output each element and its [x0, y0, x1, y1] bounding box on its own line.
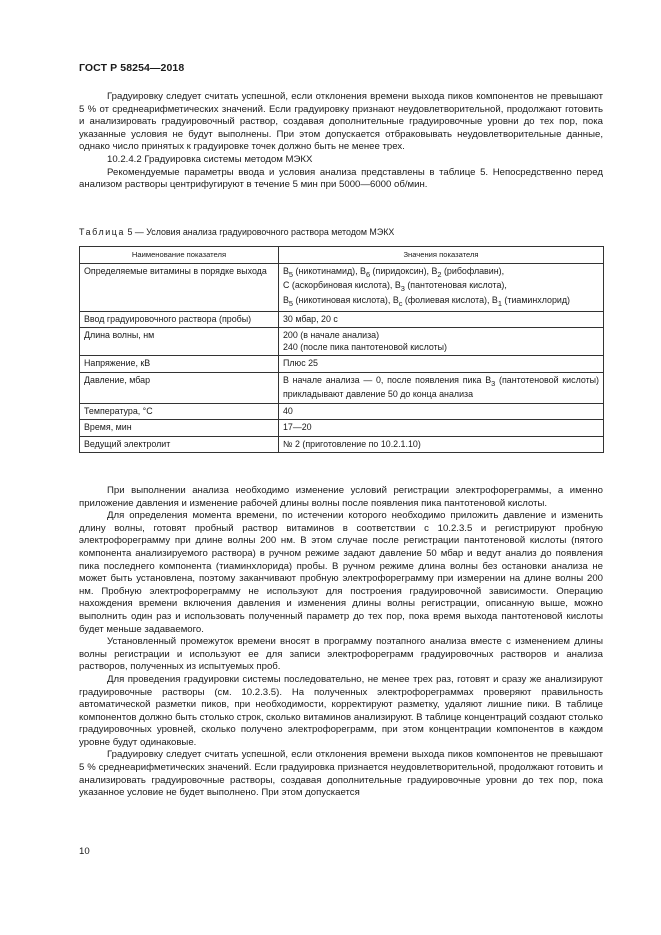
paragraph: Установленный промежуток времени вносят в программу поэтапного анализа вместе с изменением длины волны регистрации и используют ее для записи электрофореграмм градуировочных растворов и анализа растворов, полученных из испытуемых проб. [79, 636, 603, 673]
parameter-value: Плюс 25 [279, 356, 604, 373]
table-header-row [80, 247, 604, 264]
parameter-value: 200 (в начале анализа) 240 (после пика пантотеновой кислоты) [279, 328, 604, 356]
table-row [80, 372, 604, 403]
table-row [80, 328, 604, 356]
parameter-value: В начале анализа — 0, после появления пика $B_3$ (пантотеновой кислоты) прикладывают давление 50 до конца анализа [279, 372, 604, 403]
conditions-table [79, 246, 604, 453]
parameter-name: Давление, мбар [80, 372, 279, 403]
table-row [80, 356, 604, 373]
parameter-value: 40 [279, 403, 604, 420]
parameter-name: Длина волны, нм [80, 328, 279, 356]
parameter-value: № 2 (приготовление по 10.2.1.10) [279, 436, 604, 453]
parameter-value: $B_5$ (никотинамид), $B_6$ (пиридоксин), $B_2$ (рибофлавин), С (аскорбиновая кислота), $B_3$ (пантотеновая кислота), $B_5$ (никотиновая кислота), $B_c$ (фолиевая кислота), $B_1$ (тиаминхлорид) [279, 264, 604, 312]
parameter-name: Ввод градуировочного раствора (пробы) [80, 311, 279, 328]
parameter-name: Определяемые витамины в порядке выхода [80, 264, 279, 312]
paragraph: При выполнении анализа необходимо изменение условий регистрации электрофореграммы, а именно приложение давления и изменение рабочей длины волны после появления пика пантотеновой кислоты. [79, 485, 603, 509]
table-row [80, 403, 604, 420]
body-section [79, 485, 603, 800]
page-number: 10 [79, 846, 90, 857]
standard-header: ГОСТ Р 58254—2018 [79, 62, 185, 74]
table-caption-text: 5 — Условия анализа градуировочного раствора методом МЭКХ [127, 227, 395, 237]
table-row [80, 264, 604, 312]
paragraph: Для определения момента времени, по истечении которого необходимо приложить давление и изменить длину волны, готовят пробный раствор витаминов в соответствии с 10.2.3.5 и регистрируют пробную электрофореграмму при длине волны 200 нм. В этом случае после регистрации пантотеновой кислоты (пятого компонента анализируемого раствора) в ручном режиме задают давление 50 мбар и ведут анализ до появления пика последнего компонента (тиаминхлорида) пробы. В ручном режиме длина волны без остановки анализа не может быть установлена, поэтому заканчивают пробную электрофореграмму при измерении на длине волны 200 нм. Пробную электрофореграмму не используют для построения градуировочной зависимости. Операцию нахождения времени включения давления и изменения длины волны регистрации, описанную выше, можно выполнить один раз и использовать полученный параметр до тех пор, пока время выхода пантотеновой кислоты будет меньше задаваемого. [79, 510, 603, 635]
table-caption-word: Таблица [79, 227, 125, 237]
paragraph: Градуировку следует считать успешной, если отклонения времени выхода пиков компонентов не превышают 5 % среднеарифметических значений. Если градуировка признается неудовлетворительной, продолжают готовить и анализировать градуировочные растворы, создавая дополнительные градуировочные уровни до тех пор, пока указанное условие не будет выполнено. При этом допускается [79, 749, 603, 799]
column-header: Наименование показателя [80, 247, 279, 264]
parameter-name: Напряжение, кВ [80, 356, 279, 373]
parameter-value: 17—20 [279, 420, 604, 437]
subsection-heading: 10.2.4.2 Градуировка системы методом МЭКХ [107, 153, 313, 165]
intro-section [79, 91, 603, 192]
parameter-name: Время, мин [80, 420, 279, 437]
table-row [80, 436, 604, 453]
paragraph: Рекомендуемые параметры ввода и условия анализа представлены в таблице 5. Непосредственно перед анализом растворы центрифугируют в течение 5 мин при 5000—6000 об/мин. [79, 166, 603, 191]
paragraph: Для проведения градуировки системы последовательно, не менее трех раз, готовят и сразу же анализируют градуировочные растворы (см. 10.2.3.5). На полученных электрофореграммах проверяют правильность автоматической разметки пиков, при необходимости, корректируют разметку, удаляют лишние пики. В таблице компонентов должно быть столько строк, сколько витаминов анализируют. В таблице концентраций создают столько градуировочных уровней, сколько получено электрофореграмм, при этом концентрации компонентов в каждом уровне будут одинаковые. [79, 673, 603, 748]
parameter-name: Температура, °С [80, 403, 279, 420]
table-caption [79, 227, 394, 237]
parameter-name: Ведущий электролит [80, 436, 279, 453]
paragraph: Градуировку следует считать успешной, если отклонения времени выхода пиков компонентов не превышают 5 % от среднеарифметических значений. Если градуировку признают неудовлетворительной, продолжают готовить и анализировать градуировочный раствор, создавая дополнительные градуировочные уровни до тех пор, пока указанные условия не будут выполнены. При этом допускается отбраковывать неудовлетворительные данные, однако число принятых к градуировке точек должно быть не менее трех. [79, 91, 603, 153]
table-row [80, 311, 604, 328]
column-header: Значения показателя [279, 247, 604, 264]
parameter-value: 30 мбар, 20 с [279, 311, 604, 328]
table-row [80, 420, 604, 437]
